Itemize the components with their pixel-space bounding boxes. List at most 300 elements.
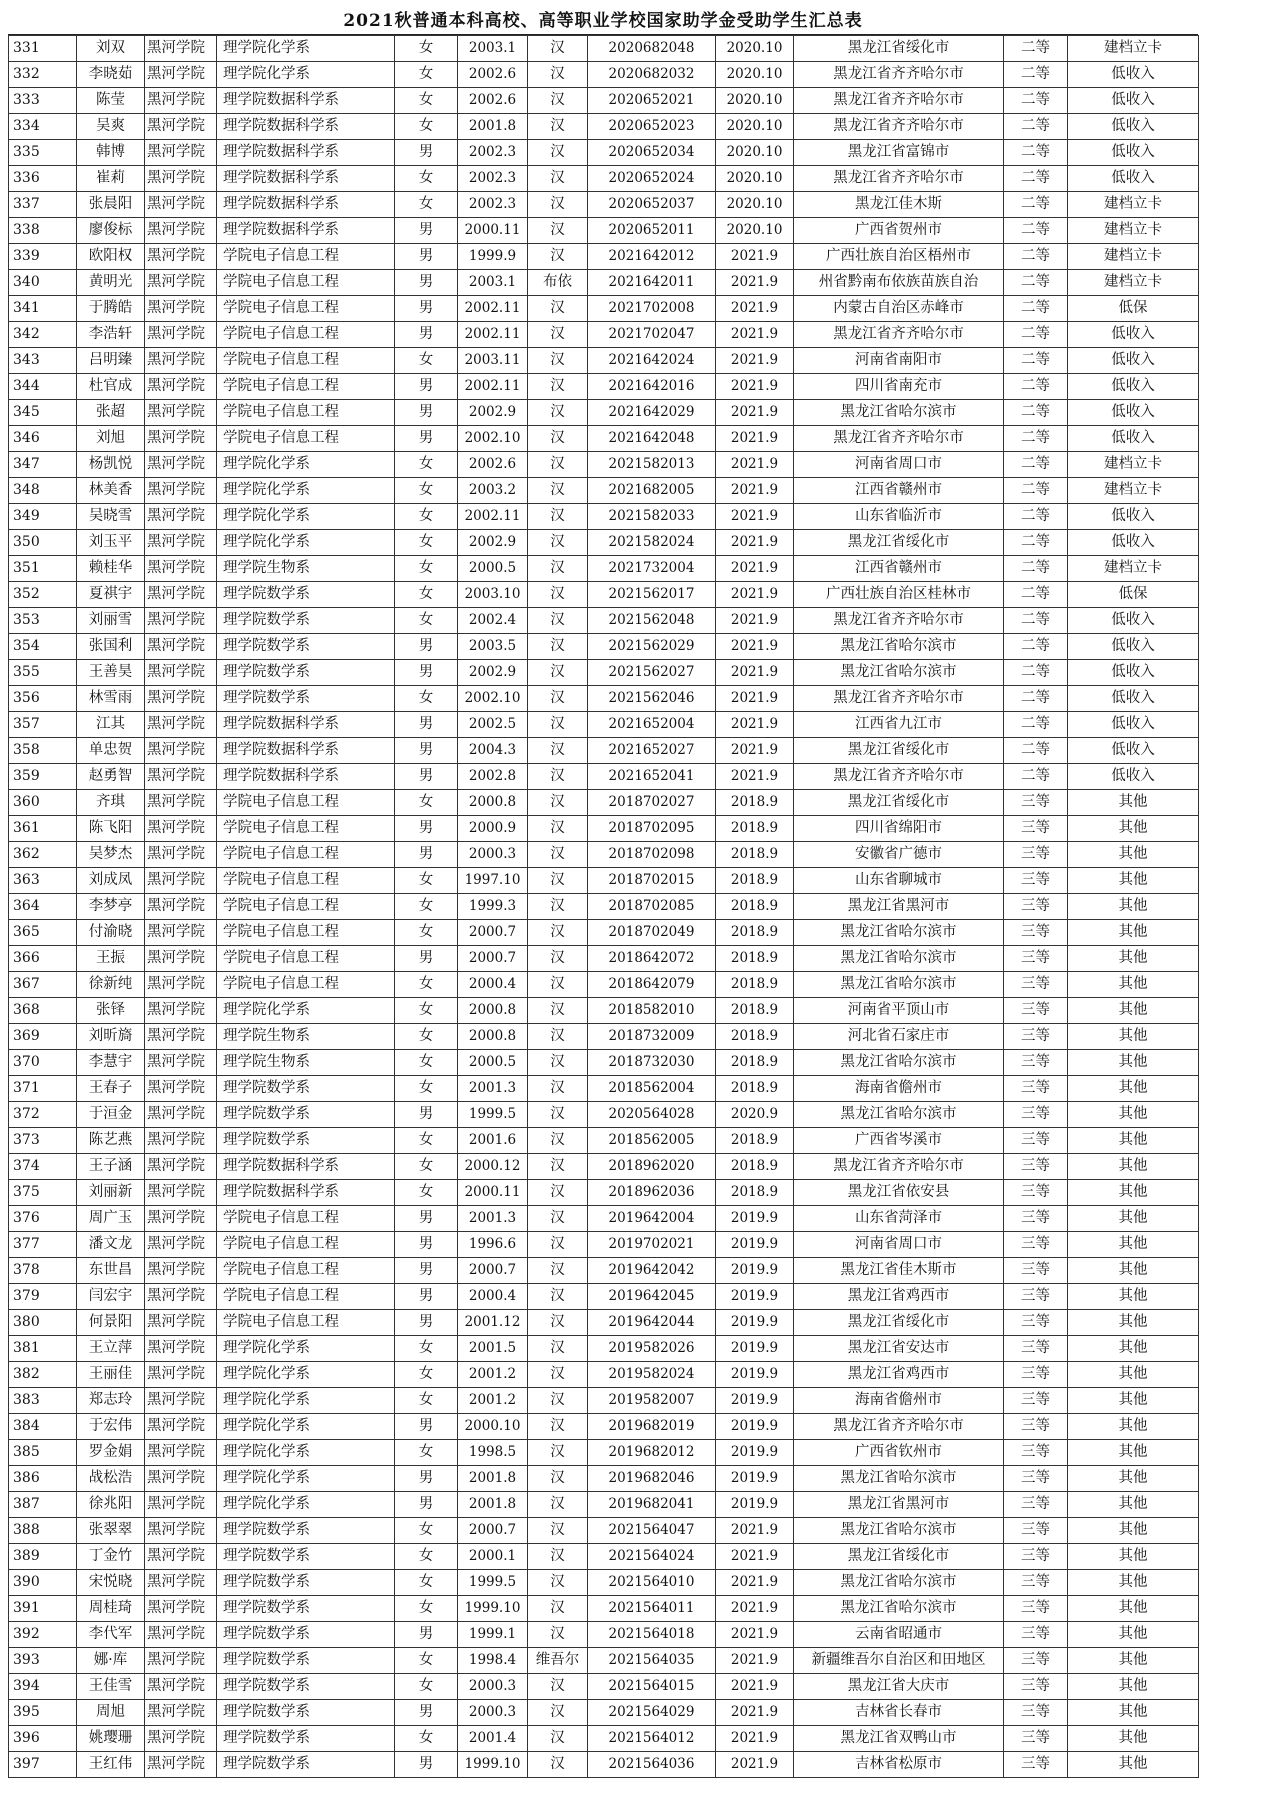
ethnicity-cell: 汉 [528,1258,588,1284]
student-name-cell: 王振 [77,946,145,972]
birth-date-cell: 2002.3 [458,166,528,192]
gender-cell: 男 [395,1284,458,1310]
row-number-cell: 368 [9,998,77,1024]
table-row [9,842,1199,868]
department-cell: 理学院数据科学系 [217,140,395,166]
aid-category-cell: 其他 [1068,1752,1199,1778]
aid-category-cell: 建档立卡 [1068,36,1199,62]
home-region-cell: 黑龙江省黑河市 [794,894,1004,920]
gender-cell: 女 [395,192,458,218]
enrollment-date-cell: 2020.10 [716,192,794,218]
department-cell: 理学院数学系 [217,660,395,686]
birth-date-cell: 2000.7 [458,1258,528,1284]
birth-date-cell: 2000.10 [458,1414,528,1440]
student-name-cell: 宋悦晓 [77,1570,145,1596]
birth-date-cell: 2000.9 [458,816,528,842]
home-region-cell: 黑龙江省哈尔滨市 [794,920,1004,946]
gender-cell: 女 [395,1388,458,1414]
row-number-cell: 341 [9,296,77,322]
table-row [9,1336,1199,1362]
school-name-cell: 黑河学院 [145,400,217,426]
department-cell: 学院电子信息工程 [217,374,395,400]
row-number-cell: 332 [9,62,77,88]
school-name-cell: 黑河学院 [145,1388,217,1414]
ethnicity-cell: 汉 [528,1284,588,1310]
student-id-cell: 2018732030 [588,1050,716,1076]
aid-grade-cell: 二等 [1004,192,1068,218]
enrollment-date-cell: 2019.9 [716,1284,794,1310]
table-row [9,426,1199,452]
row-number-cell: 356 [9,686,77,712]
aid-grade-cell: 二等 [1004,634,1068,660]
table-row [9,192,1199,218]
home-region-cell: 海南省儋州市 [794,1388,1004,1414]
school-name-cell: 黑河学院 [145,816,217,842]
aid-category-cell: 建档立卡 [1068,192,1199,218]
aid-category-cell: 其他 [1068,1076,1199,1102]
birth-date-cell: 2003.1 [458,270,528,296]
home-region-cell: 吉林省松原市 [794,1752,1004,1778]
school-name-cell: 黑河学院 [145,1726,217,1752]
home-region-cell: 海南省儋州市 [794,1076,1004,1102]
student-name-cell: 杨凯悦 [77,452,145,478]
student-name-cell: 周广玉 [77,1206,145,1232]
ethnicity-cell: 汉 [528,972,588,998]
department-cell: 学院电子信息工程 [217,426,395,452]
school-name-cell: 黑河学院 [145,1570,217,1596]
department-cell: 理学院化学系 [217,504,395,530]
student-id-cell: 2021642024 [588,348,716,374]
ethnicity-cell: 汉 [528,1336,588,1362]
table-row [9,686,1199,712]
student-id-cell: 2021564036 [588,1752,716,1778]
enrollment-date-cell: 2018.9 [716,1024,794,1050]
enrollment-date-cell: 2018.9 [716,790,794,816]
aid-grade-cell: 三等 [1004,1128,1068,1154]
aid-category-cell: 低收入 [1068,426,1199,452]
home-region-cell: 云南省昭通市 [794,1622,1004,1648]
ethnicity-cell: 汉 [528,1206,588,1232]
school-name-cell: 黑河学院 [145,1102,217,1128]
student-name-cell: 王立萍 [77,1336,145,1362]
gender-cell: 男 [395,1466,458,1492]
table-row [9,1414,1199,1440]
enrollment-date-cell: 2021.9 [716,1518,794,1544]
student-name-cell: 黄明光 [77,270,145,296]
aid-grade-cell: 三等 [1004,1544,1068,1570]
birth-date-cell: 1998.4 [458,1648,528,1674]
department-cell: 理学院化学系 [217,1414,395,1440]
aid-grade-cell: 二等 [1004,608,1068,634]
aid-grade-cell: 三等 [1004,1050,1068,1076]
gender-cell: 女 [395,166,458,192]
student-id-cell: 2018702027 [588,790,716,816]
aid-category-cell: 其他 [1068,1570,1199,1596]
enrollment-date-cell: 2021.9 [716,582,794,608]
school-name-cell: 黑河学院 [145,322,217,348]
ethnicity-cell: 汉 [528,504,588,530]
row-number-cell: 374 [9,1154,77,1180]
gender-cell: 女 [395,1024,458,1050]
student-id-cell: 2021564018 [588,1622,716,1648]
student-name-cell: 刘丽新 [77,1180,145,1206]
row-number-cell: 378 [9,1258,77,1284]
aid-category-cell: 低保 [1068,296,1199,322]
birth-date-cell: 2001.2 [458,1388,528,1414]
birth-date-cell: 2000.8 [458,998,528,1024]
row-number-cell: 373 [9,1128,77,1154]
home-region-cell: 黑龙江省齐齐哈尔市 [794,114,1004,140]
enrollment-date-cell: 2018.9 [716,1154,794,1180]
department-cell: 理学院化学系 [217,452,395,478]
home-region-cell: 内蒙古自治区赤峰市 [794,296,1004,322]
gender-cell: 女 [395,1440,458,1466]
enrollment-date-cell: 2021.9 [716,712,794,738]
department-cell: 学院电子信息工程 [217,816,395,842]
department-cell: 理学院数学系 [217,1674,395,1700]
row-number-cell: 386 [9,1466,77,1492]
enrollment-date-cell: 2021.9 [716,270,794,296]
aid-grade-cell: 三等 [1004,1388,1068,1414]
student-id-cell: 2018962020 [588,1154,716,1180]
gender-cell: 女 [395,530,458,556]
home-region-cell: 山东省临沂市 [794,504,1004,530]
aid-grade-cell: 三等 [1004,1206,1068,1232]
department-cell: 理学院数学系 [217,1648,395,1674]
aid-category-cell: 低收入 [1068,608,1199,634]
school-name-cell: 黑河学院 [145,660,217,686]
enrollment-date-cell: 2021.9 [716,1726,794,1752]
student-id-cell: 2019642045 [588,1284,716,1310]
gender-cell: 男 [395,1622,458,1648]
gender-cell: 男 [395,1414,458,1440]
aid-grade-cell: 二等 [1004,62,1068,88]
enrollment-date-cell: 2021.9 [716,1700,794,1726]
table-row [9,1024,1199,1050]
ethnicity-cell: 汉 [528,1024,588,1050]
enrollment-date-cell: 2018.9 [716,998,794,1024]
school-name-cell: 黑河学院 [145,556,217,582]
gender-cell: 男 [395,738,458,764]
home-region-cell: 黑龙江省绥化市 [794,36,1004,62]
aid-grade-cell: 三等 [1004,1102,1068,1128]
student-id-cell: 2018702049 [588,920,716,946]
enrollment-date-cell: 2019.9 [716,1492,794,1518]
birth-date-cell: 2002.9 [458,530,528,556]
birth-date-cell: 2001.8 [458,114,528,140]
table-row [9,270,1199,296]
school-name-cell: 黑河学院 [145,1154,217,1180]
home-region-cell: 黑龙江省哈尔滨市 [794,660,1004,686]
home-region-cell: 黑龙江省哈尔滨市 [794,1466,1004,1492]
student-id-cell: 2018702015 [588,868,716,894]
student-id-cell: 2020652034 [588,140,716,166]
student-name-cell: 吴晓雪 [77,504,145,530]
enrollment-date-cell: 2021.9 [716,478,794,504]
aid-grade-cell: 二等 [1004,114,1068,140]
aid-category-cell: 其他 [1068,1284,1199,1310]
aid-category-cell: 低收入 [1068,140,1199,166]
aid-category-cell: 其他 [1068,1050,1199,1076]
student-id-cell: 2018562004 [588,1076,716,1102]
gender-cell: 男 [395,1258,458,1284]
birth-date-cell: 1999.5 [458,1570,528,1596]
aid-grade-cell: 二等 [1004,426,1068,452]
table-row [9,790,1199,816]
student-name-cell: 刘旭 [77,426,145,452]
gender-cell: 男 [395,1206,458,1232]
student-id-cell: 2021682005 [588,478,716,504]
ethnicity-cell: 汉 [528,374,588,400]
student-id-cell: 2020682032 [588,62,716,88]
home-region-cell: 黑龙江省鸡西市 [794,1284,1004,1310]
table-row [9,1648,1199,1674]
school-name-cell: 黑河学院 [145,1492,217,1518]
school-name-cell: 黑河学院 [145,1440,217,1466]
aid-grade-cell: 二等 [1004,660,1068,686]
aid-grade-cell: 二等 [1004,218,1068,244]
aid-category-cell: 其他 [1068,1310,1199,1336]
department-cell: 学院电子信息工程 [217,270,395,296]
row-number-cell: 375 [9,1180,77,1206]
student-id-cell: 2020652023 [588,114,716,140]
enrollment-date-cell: 2021.9 [716,322,794,348]
ethnicity-cell: 汉 [528,1440,588,1466]
school-name-cell: 黑河学院 [145,504,217,530]
gender-cell: 男 [395,1102,458,1128]
birth-date-cell: 1997.10 [458,868,528,894]
student-name-cell: 丁金竹 [77,1544,145,1570]
student-id-cell: 2021582033 [588,504,716,530]
ethnicity-cell: 汉 [528,348,588,374]
row-number-cell: 388 [9,1518,77,1544]
row-number-cell: 396 [9,1726,77,1752]
table-row [9,764,1199,790]
ethnicity-cell: 汉 [528,1492,588,1518]
student-id-cell: 2018702095 [588,816,716,842]
gender-cell: 女 [395,686,458,712]
aid-category-cell: 低收入 [1068,114,1199,140]
ethnicity-cell: 汉 [528,1726,588,1752]
department-cell: 理学院化学系 [217,1466,395,1492]
school-name-cell: 黑河学院 [145,686,217,712]
row-number-cell: 382 [9,1362,77,1388]
enrollment-date-cell: 2020.9 [716,1102,794,1128]
birth-date-cell: 2000.5 [458,1050,528,1076]
row-number-cell: 342 [9,322,77,348]
student-name-cell: 刘丽雪 [77,608,145,634]
table-row [9,738,1199,764]
student-name-cell: 郑志玲 [77,1388,145,1414]
ethnicity-cell: 汉 [528,1414,588,1440]
enrollment-date-cell: 2018.9 [716,1076,794,1102]
birth-date-cell: 2000.12 [458,1154,528,1180]
enrollment-date-cell: 2021.9 [716,504,794,530]
row-number-cell: 357 [9,712,77,738]
aid-category-cell: 建档立卡 [1068,556,1199,582]
enrollment-date-cell: 2021.9 [716,608,794,634]
enrollment-date-cell: 2021.9 [716,634,794,660]
student-id-cell: 2018642072 [588,946,716,972]
student-name-cell: 王红伟 [77,1752,145,1778]
birth-date-cell: 2003.2 [458,478,528,504]
student-name-cell: 欧阳权 [77,244,145,270]
home-region-cell: 黑龙江省齐齐哈尔市 [794,686,1004,712]
home-region-cell: 安徽省广德市 [794,842,1004,868]
school-name-cell: 黑河学院 [145,712,217,738]
enrollment-date-cell: 2019.9 [716,1336,794,1362]
table-row [9,530,1199,556]
gender-cell: 女 [395,348,458,374]
school-name-cell: 黑河学院 [145,1206,217,1232]
department-cell: 理学院数学系 [217,634,395,660]
student-name-cell: 王佳雪 [77,1674,145,1700]
department-cell: 学院电子信息工程 [217,348,395,374]
aid-grade-cell: 二等 [1004,686,1068,712]
row-number-cell: 346 [9,426,77,452]
student-id-cell: 2021582024 [588,530,716,556]
row-number-cell: 358 [9,738,77,764]
department-cell: 理学院数据科学系 [217,738,395,764]
birth-date-cell: 2002.6 [458,452,528,478]
student-id-cell: 2020652011 [588,218,716,244]
student-id-cell: 2018702085 [588,894,716,920]
school-name-cell: 黑河学院 [145,738,217,764]
department-cell: 学院电子信息工程 [217,920,395,946]
department-cell: 学院电子信息工程 [217,1232,395,1258]
enrollment-date-cell: 2018.9 [716,868,794,894]
row-number-cell: 343 [9,348,77,374]
table-row [9,816,1199,842]
table-row [9,1674,1199,1700]
aid-grade-cell: 三等 [1004,1414,1068,1440]
student-id-cell: 2021642011 [588,270,716,296]
home-region-cell: 山东省菏泽市 [794,1206,1004,1232]
aid-category-cell: 其他 [1068,1648,1199,1674]
ethnicity-cell: 汉 [528,1674,588,1700]
gender-cell: 男 [395,374,458,400]
student-id-cell: 2021564015 [588,1674,716,1700]
table-row [9,1388,1199,1414]
department-cell: 理学院数据科学系 [217,192,395,218]
school-name-cell: 黑河学院 [145,478,217,504]
student-name-cell: 周桂琦 [77,1596,145,1622]
gender-cell: 女 [395,790,458,816]
school-name-cell: 黑河学院 [145,608,217,634]
aid-category-cell: 低收入 [1068,764,1199,790]
student-name-cell: 张国利 [77,634,145,660]
aid-grade-cell: 三等 [1004,894,1068,920]
row-number-cell: 371 [9,1076,77,1102]
home-region-cell: 河南省周口市 [794,1232,1004,1258]
row-number-cell: 352 [9,582,77,608]
student-name-cell: 王丽佳 [77,1362,145,1388]
ethnicity-cell: 汉 [528,816,588,842]
ethnicity-cell: 汉 [528,1518,588,1544]
department-cell: 理学院数学系 [217,1700,395,1726]
student-name-cell: 张超 [77,400,145,426]
aid-category-cell: 建档立卡 [1068,270,1199,296]
aid-grade-cell: 二等 [1004,478,1068,504]
home-region-cell: 黑龙江省绥化市 [794,790,1004,816]
student-name-cell: 战松浩 [77,1466,145,1492]
department-cell: 理学院化学系 [217,1440,395,1466]
row-number-cell: 336 [9,166,77,192]
department-cell: 理学院化学系 [217,1388,395,1414]
department-cell: 学院电子信息工程 [217,400,395,426]
department-cell: 理学院数据科学系 [217,114,395,140]
row-number-cell: 379 [9,1284,77,1310]
enrollment-date-cell: 2019.9 [716,1258,794,1284]
enrollment-date-cell: 2019.9 [716,1466,794,1492]
enrollment-date-cell: 2018.9 [716,816,794,842]
gender-cell: 女 [395,894,458,920]
aid-category-cell: 低收入 [1068,660,1199,686]
ethnicity-cell: 汉 [528,946,588,972]
ethnicity-cell: 汉 [528,218,588,244]
row-number-cell: 393 [9,1648,77,1674]
school-name-cell: 黑河学院 [145,1232,217,1258]
ethnicity-cell: 汉 [528,1180,588,1206]
home-region-cell: 黑龙江省齐齐哈尔市 [794,1154,1004,1180]
table-row [9,1492,1199,1518]
department-cell: 理学院数学系 [217,1128,395,1154]
table-row [9,1622,1199,1648]
student-name-cell: 林雪雨 [77,686,145,712]
gender-cell: 男 [395,660,458,686]
gender-cell: 男 [395,764,458,790]
birth-date-cell: 2002.9 [458,400,528,426]
aid-grade-cell: 二等 [1004,88,1068,114]
department-cell: 理学院数学系 [217,686,395,712]
table-row [9,1700,1199,1726]
student-id-cell: 2021702008 [588,296,716,322]
student-id-cell: 2021562027 [588,660,716,686]
aid-grade-cell: 二等 [1004,140,1068,166]
aid-grade-cell: 二等 [1004,166,1068,192]
aid-category-cell: 其他 [1068,1180,1199,1206]
row-number-cell: 337 [9,192,77,218]
row-number-cell: 380 [9,1310,77,1336]
aid-grade-cell: 二等 [1004,712,1068,738]
student-name-cell: 赖桂华 [77,556,145,582]
student-name-cell: 周旭 [77,1700,145,1726]
school-name-cell: 黑河学院 [145,972,217,998]
school-name-cell: 黑河学院 [145,920,217,946]
birth-date-cell: 2001.8 [458,1466,528,1492]
table-row [9,1466,1199,1492]
table-row [9,1258,1199,1284]
gender-cell: 女 [395,1336,458,1362]
department-cell: 理学院生物系 [217,1050,395,1076]
aid-category-cell: 其他 [1068,790,1199,816]
row-number-cell: 333 [9,88,77,114]
student-name-cell: 吕明臻 [77,348,145,374]
department-cell: 理学院化学系 [217,998,395,1024]
department-cell: 理学院化学系 [217,62,395,88]
home-region-cell: 黑龙江省哈尔滨市 [794,634,1004,660]
student-id-cell: 2018962036 [588,1180,716,1206]
table-row [9,1076,1199,1102]
enrollment-date-cell: 2018.9 [716,1050,794,1076]
table-row [9,1050,1199,1076]
student-name-cell: 齐琪 [77,790,145,816]
ethnicity-cell: 汉 [528,1102,588,1128]
enrollment-date-cell: 2020.10 [716,88,794,114]
aid-grade-cell: 三等 [1004,1596,1068,1622]
birth-date-cell: 2001.5 [458,1336,528,1362]
student-name-cell: 杜官成 [77,374,145,400]
